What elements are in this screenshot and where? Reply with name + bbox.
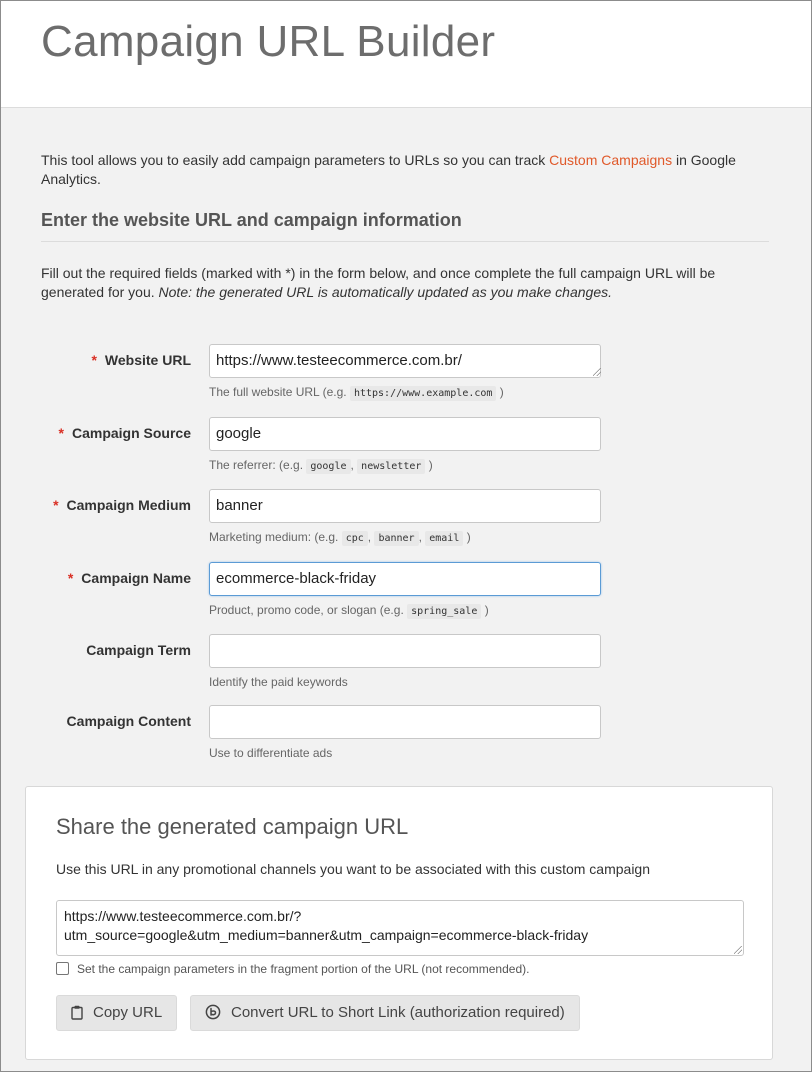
copy-url-label: Copy URL (93, 1004, 163, 1021)
header (1, 1, 811, 108)
share-panel (25, 786, 773, 1060)
campaign-content-input[interactable] (209, 705, 601, 739)
campaign-content-help: Use to differentiate ads (209, 746, 333, 760)
campaign-source-label-text: Campaign Source (71, 425, 191, 441)
campaign-content-label: Campaign Content (66, 713, 191, 729)
resize-handle[interactable] (593, 368, 601, 376)
share-title: Share the generated campaign URL (56, 814, 409, 839)
main-content (41, 151, 769, 302)
example-code: newsletter (357, 459, 425, 474)
campaign-medium-label (53, 497, 191, 513)
website-url-label (91, 352, 191, 368)
fragment-label: Set the campaign parameters in the fragment portion of the URL (not recommended). (77, 962, 530, 976)
convert-short-link-button[interactable] (190, 995, 580, 1031)
help-suffix: ) (499, 385, 504, 399)
example-code: email (425, 531, 463, 546)
generated-url-field[interactable] (56, 900, 744, 956)
example-code: banner (374, 531, 418, 546)
campaign-source-help: The referrer: (e.g. google , newsletter ) (209, 458, 433, 472)
instructions-text: Fill out the required fields (marked with *) in the form below, and once complete the full campaign URL will be generated for you. (41, 265, 716, 300)
campaign-medium-label-text: Campaign Medium (66, 497, 191, 513)
website-url-input[interactable]: https://www.testeecommerce.com.br/ (209, 344, 601, 378)
intro-text (41, 151, 769, 189)
intro-text-after: in Google Analytics. (41, 152, 736, 187)
help-prefix: The full website URL (e.g. (209, 385, 350, 399)
link-icon (205, 999, 221, 1033)
campaign-name-help (209, 603, 489, 617)
campaign-term-label: Campaign Term (86, 642, 191, 658)
instructions-note: Note: the generated URL is automatically updated as you make changes. (158, 284, 612, 300)
help-prefix: Marketing medium: (e.g. (209, 530, 342, 544)
help-suffix: ) (428, 458, 433, 472)
campaign-name-label (68, 570, 191, 586)
required-marker: * (91, 352, 97, 368)
section-title: Enter the website URL and campaign information (41, 210, 769, 242)
required-marker: * (67, 570, 74, 586)
campaign-term-input[interactable] (209, 634, 601, 668)
campaign-source-input[interactable]: google (209, 417, 601, 451)
campaign-term-help: Identify the paid keywords (209, 675, 348, 689)
website-url-help (209, 385, 504, 399)
generated-url-line2: utm_source=google&utm_medium=banner&utm_campaign=ecommerce-black-friday (64, 927, 589, 943)
example-code: google (306, 459, 350, 474)
example-code: spring_sale (407, 604, 481, 619)
generated-url-line1: https://www.testeecommerce.com.br/? (64, 908, 302, 924)
convert-short-link-label: Convert URL to Short Link (authorization required) (231, 1004, 565, 1021)
custom-campaigns-link[interactable]: Custom Campaigns (549, 152, 673, 168)
campaign-medium-help: Marketing medium: (e.g. cpc , banner , email ) (209, 530, 471, 544)
example-code: https://www.example.com (350, 386, 496, 401)
resize-handle[interactable] (734, 946, 742, 954)
campaign-name-input[interactable]: ecommerce-black-friday (209, 562, 601, 596)
example-code: cpc (342, 531, 368, 546)
help-suffix: ) (484, 603, 489, 617)
required-marker: * (53, 497, 59, 513)
required-marker: * (58, 425, 64, 441)
share-description: Use this URL in any promotional channels you want to be associated with this custom campaign (56, 861, 651, 877)
help-prefix: Product, promo code, or slogan (e.g. (209, 603, 408, 617)
campaign-source-label (59, 425, 191, 441)
fragment-checkbox[interactable] (56, 962, 69, 975)
clipboard-icon (71, 999, 83, 1033)
instructions (41, 264, 769, 302)
website-url-label-text: Website URL (104, 352, 191, 368)
copy-url-button[interactable] (56, 995, 177, 1031)
fragment-option (56, 962, 529, 976)
help-prefix: The referrer: (e.g. (209, 458, 307, 472)
help-suffix: ) (466, 530, 471, 544)
campaign-name-label-text: Campaign Name (81, 570, 191, 586)
intro-text-before: This tool allows you to easily add campaign parameters to URLs so you can track (41, 152, 550, 168)
page-title: Campaign URL Builder (41, 17, 496, 66)
campaign-medium-input[interactable]: banner (209, 489, 601, 523)
